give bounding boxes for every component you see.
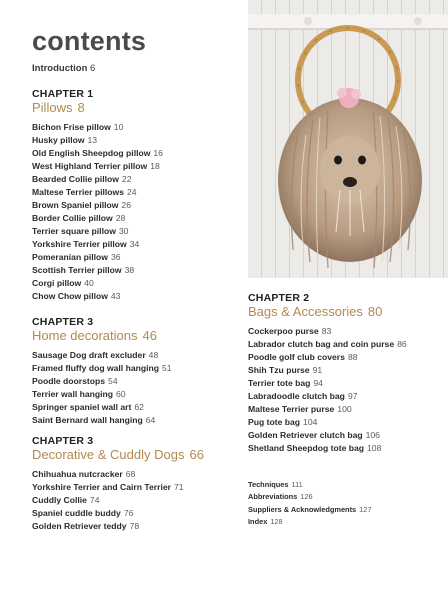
entry-page: 100 <box>337 404 352 414</box>
toc-entry[interactable] <box>248 416 448 429</box>
chapter-label: CHAPTER 3 <box>32 316 94 328</box>
entry-name: Spaniel cuddle buddy <box>32 508 121 518</box>
chapter-title[interactable] <box>248 304 448 320</box>
toc-entry[interactable] <box>248 364 448 377</box>
entry-name: Sausage Dog draft excluder <box>32 350 146 360</box>
chapter-title-text: Decorative & Cuddly Dogs <box>32 447 185 462</box>
entry-name: Chow Chow pillow <box>32 291 108 301</box>
toc-entry[interactable] <box>32 160 242 173</box>
entry-name: Shih Tzu purse <box>248 365 310 375</box>
toc-entry[interactable] <box>32 199 242 212</box>
entry-page: 28 <box>115 213 126 223</box>
entry-page: 18 <box>150 161 160 171</box>
toc-entry[interactable] <box>32 225 242 238</box>
back-matter-entry[interactable] <box>248 516 372 528</box>
toc-entry[interactable] <box>32 349 242 362</box>
entry-page: 13 <box>87 135 98 145</box>
toc-entry[interactable] <box>32 238 242 251</box>
back-matter-entry[interactable] <box>248 491 372 503</box>
toc-entry[interactable] <box>32 507 242 520</box>
chapter-page: 8 <box>77 100 85 115</box>
toc-entry[interactable] <box>32 173 242 186</box>
entry-name: Maltese Terrier purse <box>248 404 335 414</box>
entry-page: 94 <box>313 378 323 388</box>
entry-page: 16 <box>153 148 163 158</box>
chapter-title[interactable] <box>32 328 242 344</box>
entry-page: 68 <box>125 469 136 479</box>
toc-entry[interactable] <box>32 147 242 160</box>
entry-name: Abbreviations <box>248 492 298 502</box>
toc-entry[interactable] <box>248 338 448 351</box>
entry-name: Springer spaniel wall art <box>32 402 132 412</box>
entry-name: Pug tote bag <box>248 417 301 427</box>
intro-page: 6 <box>90 63 96 74</box>
entry-name: Cockerpoo purse <box>248 326 319 336</box>
toc-entry[interactable] <box>32 401 242 414</box>
chapter-title-text: Pillows <box>32 100 73 115</box>
entry-page: 60 <box>116 389 126 399</box>
toc-entry[interactable] <box>32 121 242 134</box>
entry-page: 128 <box>270 516 283 526</box>
chapter-title-text: Bags & Accessories <box>248 304 363 319</box>
chapter-decorative-cuddly-dogs <box>32 435 242 533</box>
entry-list <box>32 468 242 533</box>
entry-name: Old English Sheepdog pillow <box>32 148 151 158</box>
toc-entry[interactable] <box>32 375 242 388</box>
dog-bag-photo <box>248 0 448 278</box>
entry-page: 97 <box>347 391 358 401</box>
entry-name: Index <box>248 516 268 526</box>
chapter-title[interactable] <box>32 447 242 463</box>
entry-page: 126 <box>300 492 313 502</box>
toc-entry[interactable] <box>248 429 448 442</box>
intro-name: Introduction <box>32 63 88 74</box>
toc-entry[interactable] <box>248 325 448 338</box>
entry-page: 62 <box>134 402 144 412</box>
entry-page: 40 <box>84 278 94 288</box>
toc-entry[interactable] <box>248 390 448 403</box>
back-matter-entry[interactable] <box>248 504 372 516</box>
toc-entry[interactable] <box>32 277 242 290</box>
back-matter-entry[interactable] <box>248 479 372 491</box>
toc-entry[interactable] <box>248 377 448 390</box>
intro-entry[interactable] <box>32 63 95 74</box>
entry-page: 26 <box>121 200 131 210</box>
chapter-home-decorations <box>32 316 242 427</box>
toc-entry[interactable] <box>32 264 242 277</box>
entry-page: 88 <box>347 352 358 362</box>
entry-name: Bearded Collie pillow <box>32 174 119 184</box>
entry-name: Suppliers & Acknowledgments <box>248 504 357 514</box>
chapter-title[interactable] <box>32 100 242 116</box>
chapter-pillows <box>32 88 242 303</box>
chapter-label: CHAPTER 2 <box>248 292 310 304</box>
entry-name: Terrier square pillow <box>32 226 116 236</box>
toc-entry[interactable] <box>32 290 242 303</box>
entry-page: 34 <box>129 239 140 249</box>
entry-page: 30 <box>118 226 129 236</box>
toc-entry[interactable] <box>32 520 242 533</box>
entry-name: Yorkshire Terrier and Cairn Terrier <box>32 482 171 492</box>
entry-name: Saint Bernard wall hanging <box>32 415 143 425</box>
entry-page: 104 <box>303 417 318 427</box>
entry-name: Pomeranian pillow <box>32 252 108 262</box>
entry-name: Techniques <box>248 480 289 489</box>
entry-page: 127 <box>359 504 372 514</box>
entry-name: Poodle golf club covers <box>248 352 345 362</box>
toc-entry[interactable] <box>32 468 242 481</box>
toc-entry[interactable] <box>32 414 242 427</box>
entry-name: Labrador clutch bag and coin purse <box>248 339 395 349</box>
entry-name: Husky pillow <box>32 135 85 145</box>
entry-name: Poodle doorstops <box>32 376 106 386</box>
entry-page: 71 <box>173 482 184 492</box>
entry-page: 108 <box>367 443 382 453</box>
entry-name: Chihuahua nutcracker <box>32 469 123 479</box>
entry-name: Shetland Sheepdog tote bag <box>248 443 365 453</box>
entry-name: Golden Retriever teddy <box>32 521 127 531</box>
chapter-bags-accessories <box>248 292 448 455</box>
entry-page: 51 <box>162 363 172 373</box>
entry-name: Scottish Terrier pillow <box>32 265 122 275</box>
toc-entry[interactable] <box>32 362 242 375</box>
entry-list <box>32 121 242 303</box>
entry-page: 22 <box>121 174 132 184</box>
toc-entry[interactable] <box>32 134 242 147</box>
entry-page: 74 <box>89 495 100 505</box>
entry-page: 54 <box>108 376 118 386</box>
toc-entry[interactable] <box>248 442 448 455</box>
entry-page: 86 <box>397 339 407 349</box>
entry-name: Brown Spaniel pillow <box>32 200 119 210</box>
back-matter-list <box>248 479 372 528</box>
chapter-page: 80 <box>367 304 383 319</box>
chapter-page: 46 <box>142 328 157 343</box>
entry-page: 111 <box>291 480 303 489</box>
entry-name: Labradoodle clutch bag <box>248 391 345 401</box>
entry-name: Bichon Frise pillow <box>32 122 111 132</box>
chapter-page: 66 <box>189 447 204 462</box>
page-title: contents <box>32 26 147 56</box>
entry-page: 91 <box>312 365 323 375</box>
toc-entry[interactable] <box>32 388 242 401</box>
entry-page: 78 <box>129 521 140 531</box>
entry-name: Cuddly Collie <box>32 495 87 505</box>
toc-entry[interactable] <box>32 212 242 225</box>
entry-list <box>32 349 242 427</box>
entry-page: 38 <box>124 265 135 275</box>
entry-page: 24 <box>127 187 137 197</box>
entry-page: 106 <box>365 430 380 440</box>
entry-name: Yorkshire Terrier pillow <box>32 239 127 249</box>
toc-entry[interactable] <box>32 251 242 264</box>
entry-name: Border Collie pillow <box>32 213 113 223</box>
toc-entry[interactable] <box>32 494 242 507</box>
entry-page: 76 <box>123 508 134 518</box>
entry-name: Golden Retriever clutch bag <box>248 430 363 440</box>
entry-page: 36 <box>110 252 121 262</box>
toc-entry[interactable] <box>248 351 448 364</box>
entry-page: 64 <box>145 415 156 425</box>
entry-page: 10 <box>113 122 124 132</box>
chapter-label: CHAPTER 3 <box>32 435 94 447</box>
entry-name: Terrier tote bag <box>248 378 311 388</box>
chapter-title-text: Home decorations <box>32 328 138 343</box>
entry-list <box>248 325 448 455</box>
entry-page: 48 <box>148 350 159 360</box>
toc-entry[interactable] <box>248 403 448 416</box>
entry-name: Maltese Terrier pillows <box>32 187 125 197</box>
chapter-label: CHAPTER 1 <box>32 88 94 100</box>
entry-page: 83 <box>321 326 332 336</box>
entry-name: West Highland Terrier pillow <box>32 161 148 171</box>
entry-name: Terrier wall hanging <box>32 389 114 399</box>
entry-page: 43 <box>110 291 121 301</box>
yarn-dog-bag-illustration <box>248 0 448 278</box>
toc-entry[interactable] <box>32 481 242 494</box>
toc-entry[interactable] <box>32 186 242 199</box>
entry-name: Corgi pillow <box>32 278 82 288</box>
entry-name: Framed fluffy dog wall hanging <box>32 363 159 373</box>
